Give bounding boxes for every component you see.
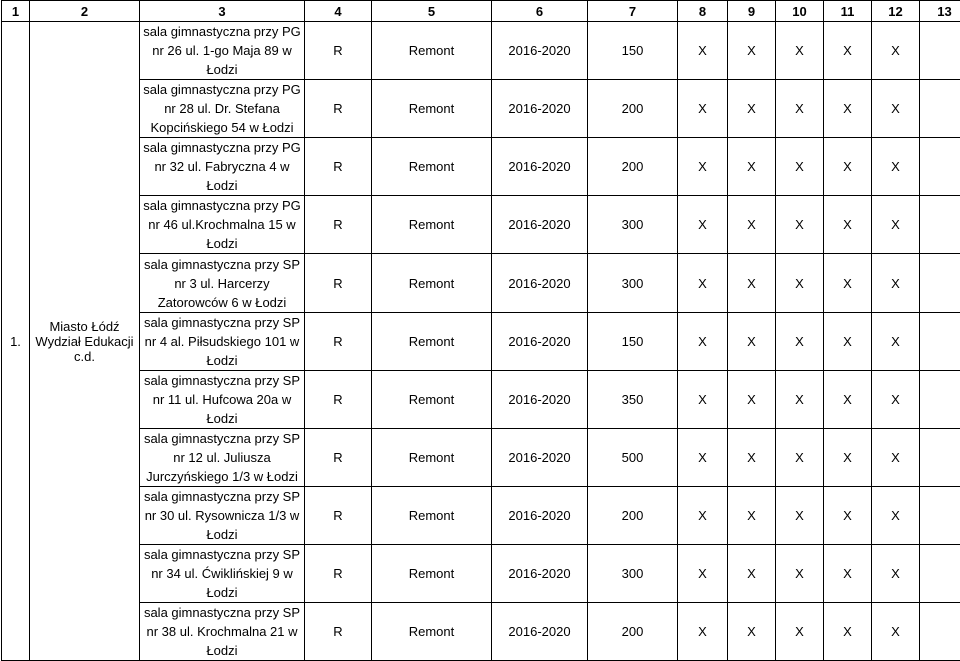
value-cell: 500 (588, 429, 678, 487)
mark-cell: X (678, 313, 728, 371)
header-cell: 9 (728, 1, 776, 22)
type-cell: Remont (372, 313, 492, 371)
mark-cell: X (824, 22, 872, 80)
mark-cell: X (678, 603, 728, 661)
table-row (2, 254, 960, 313)
mark-cell: X (728, 313, 776, 371)
table-row (2, 22, 960, 80)
value-cell: 200 (588, 138, 678, 196)
type-cell: Remont (372, 254, 492, 313)
code-cell: R (305, 22, 372, 80)
mark-cell: X (776, 371, 824, 429)
facility-name: sala gimnastyczna przy SP nr 3 ul. Harcerzy Zatorowców 6 w Łodzi (140, 254, 305, 313)
header-cell: 7 (588, 1, 678, 22)
mark-cell: X (776, 254, 824, 313)
mark-cell: X (678, 138, 728, 196)
header-cell: 2 (30, 1, 140, 22)
period-cell: 2016-2020 (492, 371, 588, 429)
value-cell: 150 (588, 313, 678, 371)
mark-cell: X (728, 138, 776, 196)
mark-cell: X (776, 603, 824, 661)
mark-cell: X (728, 545, 776, 603)
mark-cell: X (824, 603, 872, 661)
code-cell: R (305, 487, 372, 545)
facility-name: sala gimnastyczna przy SP nr 30 ul. Rysownicza 1/3 w Łodzi (140, 487, 305, 545)
type-cell: Remont (372, 545, 492, 603)
period-cell: 2016-2020 (492, 138, 588, 196)
value-cell: 200 (588, 603, 678, 661)
mark-cell: X (824, 196, 872, 254)
mark-cell: X (728, 254, 776, 313)
mark-cell: X (872, 429, 920, 487)
code-cell: R (305, 313, 372, 371)
empty-cell (920, 371, 960, 429)
mark-cell: X (728, 371, 776, 429)
table-row (2, 371, 960, 429)
empty-cell (920, 603, 960, 661)
mark-cell: X (776, 487, 824, 545)
value-cell: 300 (588, 254, 678, 313)
header-cell: 4 (305, 1, 372, 22)
type-cell: Remont (372, 371, 492, 429)
empty-cell (920, 138, 960, 196)
mark-cell: X (728, 22, 776, 80)
empty-cell (920, 80, 960, 138)
empty-cell (920, 487, 960, 545)
type-cell: Remont (372, 80, 492, 138)
mark-cell: X (872, 80, 920, 138)
mark-cell: X (678, 487, 728, 545)
facility-name: sala gimnastyczna przy SP nr 34 ul. Ćwiklińskiej 9 w Łodzi (140, 545, 305, 603)
period-cell: 2016-2020 (492, 80, 588, 138)
period-cell: 2016-2020 (492, 22, 588, 80)
facility-name: sala gimnastyczna przy PG nr 46 ul.Krochmalna 15 w Łodzi (140, 196, 305, 254)
code-cell: R (305, 196, 372, 254)
mark-cell: X (678, 429, 728, 487)
header-cell: 13 (920, 1, 960, 22)
mark-cell: X (824, 80, 872, 138)
code-cell: R (305, 429, 372, 487)
type-cell: Remont (372, 603, 492, 661)
mark-cell: X (824, 138, 872, 196)
header-row (2, 1, 960, 22)
empty-cell (920, 429, 960, 487)
header-cell: 11 (824, 1, 872, 22)
facility-name: sala gimnastyczna przy SP nr 11 ul. Hufcowa 20a w Łodzi (140, 371, 305, 429)
lp-cell: 1. (2, 22, 30, 661)
facility-name: sala gimnastyczna przy PG nr 26 ul. 1-go Maja 89 w Łodzi (140, 22, 305, 80)
mark-cell: X (872, 254, 920, 313)
mark-cell: X (776, 545, 824, 603)
code-cell: R (305, 603, 372, 661)
code-cell: R (305, 138, 372, 196)
mark-cell: X (824, 371, 872, 429)
mark-cell: X (824, 545, 872, 603)
mark-cell: X (776, 22, 824, 80)
code-cell: R (305, 254, 372, 313)
period-cell: 2016-2020 (492, 313, 588, 371)
mark-cell: X (872, 603, 920, 661)
header-cell: 8 (678, 1, 728, 22)
empty-cell (920, 196, 960, 254)
empty-cell (920, 313, 960, 371)
mark-cell: X (728, 429, 776, 487)
mark-cell: X (776, 80, 824, 138)
table-row (2, 313, 960, 371)
mark-cell: X (872, 196, 920, 254)
mark-cell: X (678, 196, 728, 254)
facility-name: sala gimnastyczna przy PG nr 32 ul. Fabryczna 4 w Łodzi (140, 138, 305, 196)
mark-cell: X (872, 313, 920, 371)
type-cell: Remont (372, 196, 492, 254)
mark-cell: X (872, 22, 920, 80)
table-row (2, 487, 960, 545)
period-cell: 2016-2020 (492, 603, 588, 661)
header-cell: 1 (2, 1, 30, 22)
mark-cell: X (824, 429, 872, 487)
type-cell: Remont (372, 487, 492, 545)
value-cell: 150 (588, 22, 678, 80)
mark-cell: X (872, 545, 920, 603)
period-cell: 2016-2020 (492, 254, 588, 313)
mark-cell: X (872, 371, 920, 429)
mark-cell: X (872, 138, 920, 196)
table-row (2, 545, 960, 603)
mark-cell: X (824, 487, 872, 545)
mark-cell: X (678, 371, 728, 429)
value-cell: 300 (588, 545, 678, 603)
mark-cell: X (678, 22, 728, 80)
table-row (2, 603, 960, 661)
value-cell: 200 (588, 487, 678, 545)
facility-name: sala gimnastyczna przy SP nr 12 ul. Juliusza Jurczyńskiego 1/3 w Łodzi (140, 429, 305, 487)
mark-cell: X (678, 545, 728, 603)
period-cell: 2016-2020 (492, 429, 588, 487)
code-cell: R (305, 545, 372, 603)
value-cell: 300 (588, 196, 678, 254)
mark-cell: X (776, 138, 824, 196)
value-cell: 350 (588, 371, 678, 429)
mark-cell: X (776, 313, 824, 371)
facility-name: sala gimnastyczna przy PG nr 28 ul. Dr. Stefana Kopcińskiego 54 w Łodzi (140, 80, 305, 138)
mark-cell: X (728, 603, 776, 661)
header-cell: 5 (372, 1, 492, 22)
mark-cell: X (824, 254, 872, 313)
code-cell: R (305, 371, 372, 429)
entity-cell: Miasto Łódź Wydział Edukacji c.d. (30, 22, 140, 661)
empty-cell (920, 254, 960, 313)
facility-name: sala gimnastyczna przy SP nr 4 al. Piłsudskiego 101 w Łodzi (140, 313, 305, 371)
table-row (2, 80, 960, 138)
period-cell: 2016-2020 (492, 545, 588, 603)
mark-cell: X (872, 487, 920, 545)
type-cell: Remont (372, 22, 492, 80)
table-row (2, 429, 960, 487)
mark-cell: X (776, 196, 824, 254)
table-row (2, 196, 960, 254)
header-cell: 3 (140, 1, 305, 22)
mark-cell: X (678, 254, 728, 313)
period-cell: 2016-2020 (492, 487, 588, 545)
type-cell: Remont (372, 138, 492, 196)
mark-cell: X (824, 313, 872, 371)
mark-cell: X (776, 429, 824, 487)
header-cell: 10 (776, 1, 824, 22)
empty-cell (920, 545, 960, 603)
period-cell: 2016-2020 (492, 196, 588, 254)
header-cell: 12 (872, 1, 920, 22)
facility-name: sala gimnastyczna przy SP nr 38 ul. Krochmalna 21 w Łodzi (140, 603, 305, 661)
mark-cell: X (728, 487, 776, 545)
mark-cell: X (728, 80, 776, 138)
table-row (2, 138, 960, 196)
empty-cell (920, 22, 960, 80)
type-cell: Remont (372, 429, 492, 487)
header-cell: 6 (492, 1, 588, 22)
code-cell: R (305, 80, 372, 138)
value-cell: 200 (588, 80, 678, 138)
mark-cell: X (678, 80, 728, 138)
investment-table (1, 0, 960, 661)
mark-cell: X (728, 196, 776, 254)
